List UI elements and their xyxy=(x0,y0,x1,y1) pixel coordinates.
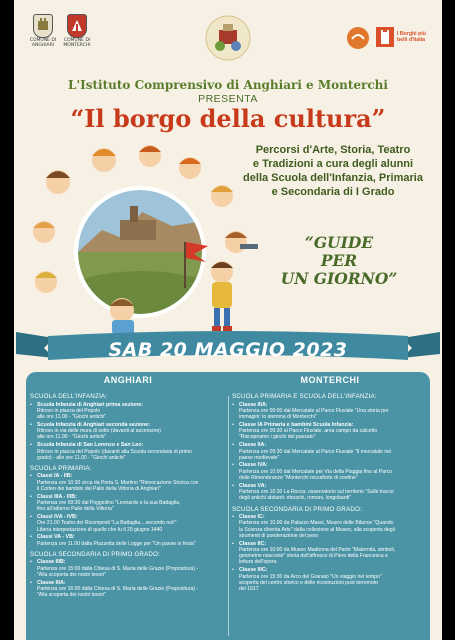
entry-line: Partenza ore 09:00 dal Mercatale al Parco Fluviale "Una storia per xyxy=(239,407,389,414)
entry-title: Classi VA - VB: xyxy=(37,534,75,541)
entry-line: fino all'odierno Palio della Vittoria" xyxy=(37,506,114,513)
entry-body xyxy=(37,514,226,533)
entry-line: Partenza ore 09:30 dal Poggiolino "Leonardo e la sua Battaglia, xyxy=(37,500,181,507)
entry-line: strumenti di ponderazione del peso xyxy=(239,532,319,539)
entry-title: Classe VA: xyxy=(239,482,267,489)
schedule-entry xyxy=(232,462,428,481)
subtitle-line: e Secondaria di I Grado xyxy=(271,186,395,198)
bullet-icon: • xyxy=(30,534,32,541)
column-divider xyxy=(228,396,229,636)
subtitle-line: e Tradizioni a cura degli alunni xyxy=(252,158,414,170)
entry-line: "Alla scoperta dei nostri tesori" xyxy=(37,572,107,579)
entry-title: Classe IC: xyxy=(239,514,265,521)
poster xyxy=(14,0,442,640)
bullet-icon: • xyxy=(232,514,234,521)
section-title: SCUOLA PRIMARIA: xyxy=(30,464,92,472)
column-header: ANGHIARI xyxy=(103,375,153,385)
entry-title: Classe IVA: xyxy=(239,462,268,469)
entry-body xyxy=(37,442,226,461)
bullet-icon: • xyxy=(232,421,234,428)
bullet-icon: • xyxy=(232,442,234,449)
entry-body xyxy=(37,494,226,513)
entry-line: Partenza ore 11.00 dalla Piazzetta delle Logge per "Un paese in festa" xyxy=(37,540,196,547)
anghiari-logo-caption: COMUNE DI ANGHIARI xyxy=(29,38,57,48)
anghiari-column xyxy=(30,372,226,599)
entry-body xyxy=(37,473,226,492)
entry-line: Partenza ore 09:30 dal Mercatale al Parco Fluviale "Il mercatale nel xyxy=(239,448,392,455)
monterchi-column xyxy=(232,372,428,592)
entry-line: del 1917 xyxy=(239,585,259,592)
entry-line: Partenza ore 16:00 dalla Chiesa di S. Maria delle Grazie (Propositura) - xyxy=(37,586,199,593)
entry-line: "Riscopriamo i giochi del passato" xyxy=(239,434,316,441)
schedule-entry xyxy=(30,422,226,441)
entry-line: Ritrovo in piazza del Popolo xyxy=(37,407,101,414)
entry-body xyxy=(239,402,428,421)
entry-line: Partenza ore 10:30 circa da Porta S. Martino "Rievocazione Storica con xyxy=(37,479,199,486)
subtitle xyxy=(228,143,438,199)
entry-line: Partenza ore 10.00 da Palazzo Massi, Museo delle Bilance "Quando xyxy=(239,520,394,527)
entry-title: Classe IIIA: xyxy=(37,579,66,586)
borghi-belli-logo xyxy=(376,22,432,52)
anghiari-crest-logo xyxy=(28,14,58,48)
orange-seal-icon xyxy=(346,26,370,50)
section-title: SCUOLA SECONDARIA DI PRIMO GRADO: xyxy=(30,550,161,558)
entry-line: grado) - alle ore 11.00 - "Giochi antichi" xyxy=(37,454,126,461)
school-emblem-logo xyxy=(204,14,252,62)
entry-body xyxy=(239,483,428,502)
schedule-entry xyxy=(30,402,226,421)
entry-body xyxy=(239,541,428,566)
bullet-icon: • xyxy=(232,540,234,547)
entry-title: Classe IIA: xyxy=(239,442,267,449)
anghiari-crest-icon xyxy=(33,14,53,38)
entry-line: Partenza ore 10:30 La Rocca: osservatorio sul territorio "Sulle tracce xyxy=(239,489,394,496)
bullet-icon: • xyxy=(30,514,32,521)
entry-title: Scuola Infanzia di San Lorenzo e San Leo: xyxy=(37,442,144,449)
entry-line: Partenza ore 10:00 dal Mercatale per Via della Piaggia fino al Parco xyxy=(239,468,393,475)
bullet-icon: • xyxy=(232,462,234,469)
schedule-entry xyxy=(30,494,226,513)
entry-line: immagini: lo stemma di Monterchi" xyxy=(239,414,317,421)
entry-title: Classe IIC: xyxy=(239,540,267,547)
entry-title: Classe IA Primaria e bambini Scuola Infanzia: xyxy=(239,421,354,428)
entry-body xyxy=(239,514,428,539)
entry-line: Partenza ore 15:00 dalla Chiesa di S. Maria delle Grazie (Propositura) - xyxy=(37,565,199,572)
entry-title: Classi IA - IIB: xyxy=(37,473,73,480)
schedule-entry xyxy=(30,473,226,492)
schedule-entry xyxy=(232,514,428,539)
entry-title: Scuola Infanzia di Anghiari prima sezione: xyxy=(37,401,144,408)
section-title: SCUOLA DELL'INFANZIA: xyxy=(30,393,108,400)
entry-line: Ritrovo in via delle mura di sotto (davanti al ascensore) xyxy=(37,428,162,435)
bullet-icon: • xyxy=(30,473,32,480)
schedule-entry xyxy=(232,422,428,441)
schedule-entry xyxy=(232,483,428,502)
schedule-entry xyxy=(232,402,428,421)
school-emblem-icon xyxy=(204,14,252,62)
entry-line: Partenza ore 09:30 al Parco Fluviale, area campo da calcetto xyxy=(239,428,378,435)
entry-line: Partenza ore 10:00 da Museo Madonna del Parto "Maternità, simboli, xyxy=(239,546,396,553)
bullet-icon: • xyxy=(232,567,234,574)
entry-body xyxy=(37,422,226,441)
bullet-icon: • xyxy=(232,482,234,489)
orange-seal-logo xyxy=(346,26,370,50)
schedule-panel xyxy=(26,372,430,640)
schedule-entry xyxy=(232,541,428,566)
entry-body xyxy=(239,462,428,481)
column-header: MONTERCHI xyxy=(300,375,360,385)
entry-title: Classe IIIB: xyxy=(37,559,66,566)
entry-line: Partenza ore 15:30 da Arco del Granaio "Un viaggio nel tempo" xyxy=(239,573,382,580)
slogan-line: UN GIORNO” xyxy=(280,269,398,288)
entry-body xyxy=(37,559,226,578)
entry-line: degli antichi abitanti: etruschi, romani, longobardi" xyxy=(239,495,352,502)
bullet-icon: • xyxy=(30,579,32,586)
entry-body xyxy=(239,442,428,461)
entry-line: Ritrovo in piazza del Popolo (davanti alla Scuola secondaria di primo xyxy=(37,448,192,455)
subtitle-line: della Scuola dell'Infanzia, Primaria xyxy=(243,172,423,184)
entry-line: il Corteo dei bambini del Palio della Vittoria di Anghiari" xyxy=(37,486,161,493)
entry-title: Classe IIIC: xyxy=(239,567,268,574)
subtitle-line: Percorsi d'Arte, Storia, Teatro xyxy=(255,144,411,156)
event-date: SAB 20 MAGGIO 2023 xyxy=(108,339,348,361)
entry-line: delle Rimembranze "Monterchi roccaforte di confine" xyxy=(239,475,358,482)
entry-title: Classe IIIA: xyxy=(239,401,268,408)
entry-title: Scuola Infanzia di Anghiari seconda sezione: xyxy=(37,421,151,428)
entry-line: alle ore 11.00 - "Giochi antichi" xyxy=(37,414,107,421)
schedule-entry xyxy=(30,580,226,599)
entry-line: Ore 21.00 Teatro dei Ricomposti "La Battaglia....secondo noi!" xyxy=(37,520,177,527)
schedule-entry xyxy=(30,514,226,533)
section-title: SCUOLA PRIMARIA E SCUOLA DELL'INFANZIA: xyxy=(232,393,377,400)
entry-body xyxy=(239,422,428,441)
monterchi-crest-icon xyxy=(67,14,87,38)
entry-title: Classi IVA - IVB: xyxy=(37,514,78,521)
borghi-logo-caption: I Borghi più belli d'Italia xyxy=(397,31,426,43)
entry-line: "Alla scoperta dei nostri tesori" xyxy=(37,592,107,599)
schedule-entry xyxy=(30,559,226,578)
bullet-icon: • xyxy=(232,401,234,408)
entry-line: geometrie nascoste" storia dell'affresco di Piero della Francesca e xyxy=(239,553,388,560)
entry-line: alle ore 11.00 - "Giochi antichi" xyxy=(37,434,107,441)
monterchi-crest-logo xyxy=(62,14,92,48)
slogan xyxy=(254,234,424,288)
entry-line: Libera interpretazione di quello che fu il 29 giugno 1440 xyxy=(37,526,163,533)
entry-line: scoperta del centro storico e delle ricostruzioni post terremoto xyxy=(239,579,379,586)
borghi-tower-icon xyxy=(376,27,394,47)
entry-body xyxy=(37,580,226,599)
section-title: SCUOLA SECONDARIA DI PRIMO GRADO: xyxy=(232,505,363,513)
entry-line: lettura dell'opera xyxy=(239,559,277,566)
intro-text: L'Istituto Comprensivo di Anghiari e Monterchi xyxy=(68,78,388,92)
slogan-line: “GUIDE xyxy=(304,233,374,252)
bullet-icon: • xyxy=(30,493,32,500)
entry-line: la Scienza diventa Arte" dalla collezione al Museo, alla scoperta degli xyxy=(239,526,395,533)
main-title: “Il borgo della cultura” xyxy=(70,104,386,133)
schedule-entry xyxy=(232,442,428,461)
bullet-icon: • xyxy=(30,559,32,566)
entry-body xyxy=(37,534,226,547)
presenta-text: PRESENTA xyxy=(198,93,258,105)
entry-body xyxy=(37,402,226,421)
slogan-line: PER xyxy=(320,251,358,270)
monterchi-logo-caption: COMUNE DI MONTERCHI xyxy=(63,38,91,48)
schedule-entry xyxy=(30,534,226,547)
bullet-icon: • xyxy=(30,401,32,408)
entry-line: paese medievale" xyxy=(239,454,280,461)
entry-title: Classi IIIA - IIIB: xyxy=(37,493,77,500)
schedule-entry xyxy=(30,442,226,461)
entry-body xyxy=(239,567,428,592)
schedule-entry xyxy=(232,567,428,592)
bullet-icon: • xyxy=(30,421,32,428)
bullet-icon: • xyxy=(30,442,32,449)
village-illustration xyxy=(22,142,258,338)
